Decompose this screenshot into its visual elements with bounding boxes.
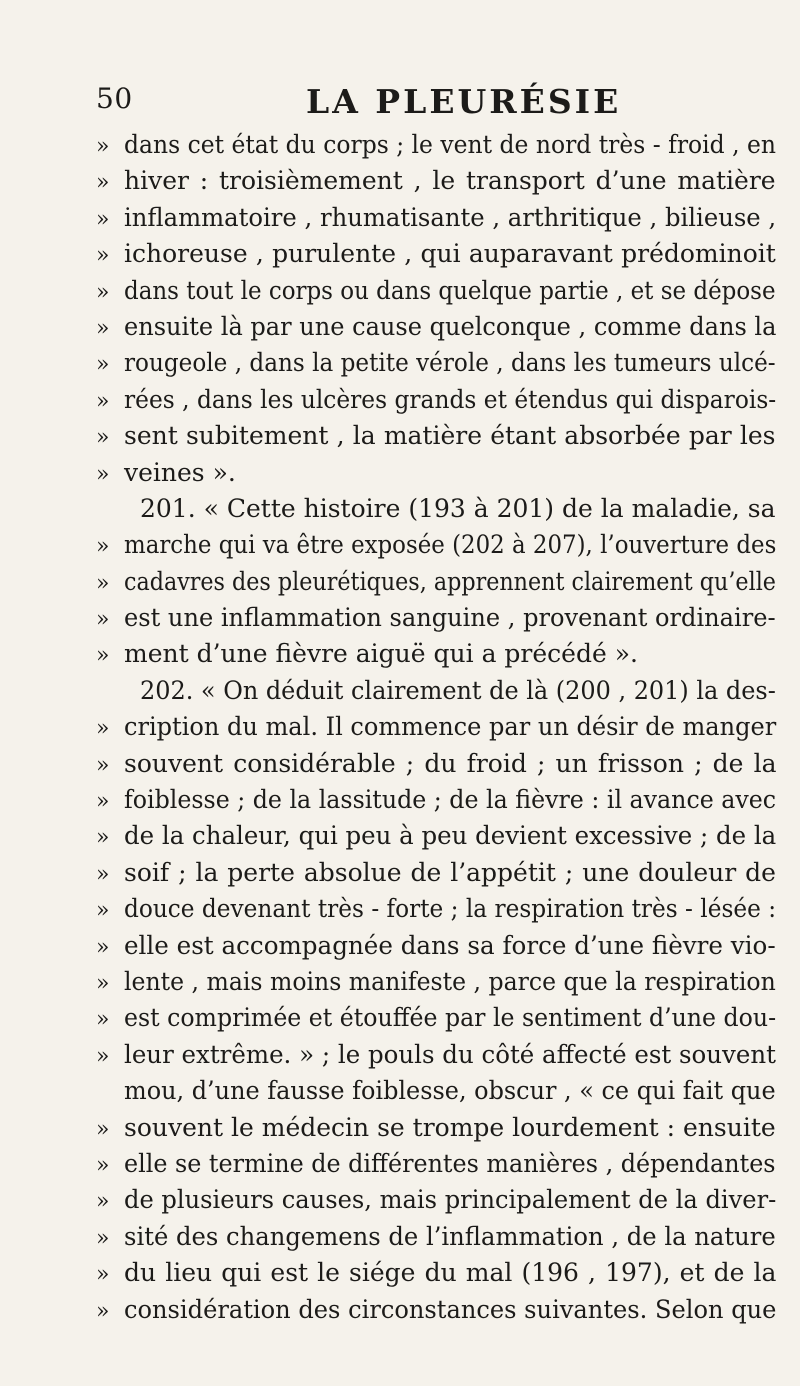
text-line	[96, 818, 776, 854]
line-quote-mark: »	[96, 534, 110, 560]
text-line	[96, 1146, 776, 1182]
text-line	[96, 491, 776, 527]
line-text: leur extrême. » ; le pouls du côté affecté est souvent	[124, 1039, 776, 1069]
line-text: 201. « Cette histoire (193 à 201) de la maladie, sa	[140, 493, 776, 523]
line-text: inflammatoire , rhumatisante , arthritique , bilieuse ,	[124, 202, 777, 232]
page-number: 50	[96, 82, 133, 115]
line-text: est comprimée et étouffée par le sentiment d’une dou-	[124, 1003, 777, 1033]
text-line	[96, 673, 776, 709]
text-line	[96, 1292, 776, 1328]
running-title: LA PLEURÉSIE	[306, 82, 622, 121]
line-quote-mark: »	[96, 789, 110, 815]
line-quote-mark: »	[96, 825, 110, 851]
line-quote-mark: »	[96, 1152, 110, 1178]
text-line	[96, 1255, 776, 1291]
line-text: ensuite là par une cause quelconque , comme dans la	[124, 311, 777, 341]
line-quote-mark: »	[96, 1043, 110, 1069]
text-line	[96, 964, 776, 1000]
text-line	[96, 527, 776, 563]
line-quote-mark: »	[96, 206, 110, 232]
line-quote-mark: »	[96, 570, 110, 596]
text-line	[96, 382, 776, 418]
line-quote-mark: »	[96, 315, 110, 341]
line-text: veines ».	[124, 457, 236, 487]
page-header	[96, 82, 776, 122]
line-quote-mark: »	[96, 752, 110, 778]
text-line	[96, 1073, 776, 1109]
line-text: foiblesse ; de la lassitude ; de la fièvre : il avance avec	[124, 785, 777, 815]
line-text: ment d’une fièvre aiguë qui a précédé ».	[124, 639, 638, 669]
text-line	[96, 855, 776, 891]
line-text: souvent le médecin se trompe lourdement : ensuite	[124, 1112, 776, 1142]
line-text: douce devenant très - forte ; la respiration très - lésée :	[124, 894, 777, 924]
text-line	[96, 636, 776, 672]
line-quote-mark: »	[96, 425, 110, 451]
text-line	[96, 891, 776, 927]
line-quote-mark: »	[96, 1007, 110, 1033]
text-line	[96, 564, 776, 600]
line-quote-mark: »	[96, 934, 110, 960]
line-text: soif ; la perte absolue de l’appétit ; une douleur de	[124, 857, 776, 887]
text-line	[96, 746, 776, 782]
text-line	[96, 1219, 776, 1255]
line-quote-mark: »	[96, 279, 110, 305]
line-quote-mark: »	[96, 643, 110, 669]
line-text: elle est accompagnée dans sa force d’une fièvre vio-	[124, 930, 776, 960]
line-quote-mark: »	[96, 1116, 110, 1142]
line-quote-mark: »	[96, 1225, 110, 1251]
line-quote-mark: »	[96, 970, 110, 996]
line-text: de la chaleur, qui peu à peu devient excessive ; de la	[124, 821, 777, 851]
line-quote-mark: »	[96, 898, 110, 924]
line-quote-mark: »	[96, 1262, 110, 1288]
text-line	[96, 709, 776, 745]
text-line	[96, 200, 776, 236]
line-text: dans tout le corps ou dans quelque partie , et se dépose	[124, 275, 776, 305]
line-quote-mark: »	[96, 243, 110, 269]
text-line	[96, 345, 776, 381]
line-text: sent subitement , la matière étant absorbée par les	[124, 421, 776, 451]
line-text: souvent considérable ; du froid ; un frisson ; de la	[124, 748, 777, 778]
line-quote-mark: »	[96, 170, 110, 196]
text-line	[96, 1037, 776, 1073]
line-text: cadavres des pleurétiques, apprennent clairement qu’elle	[124, 566, 776, 596]
line-text: rougeole , dans la petite vérole , dans les tumeurs ulcé-	[124, 348, 776, 378]
text-line	[96, 455, 776, 491]
body-text	[96, 127, 776, 1328]
line-text: 202. « On déduit clairement de là (200 , 201) la des-	[140, 675, 776, 705]
text-line	[96, 928, 776, 964]
text-line	[96, 236, 776, 272]
line-quote-mark: »	[96, 134, 110, 159]
line-text: ichoreuse , purulente , qui auparavant prédominoit	[124, 239, 776, 269]
line-text: de plusieurs causes, mais principalement de la diver-	[124, 1185, 777, 1215]
text-line	[96, 1182, 776, 1218]
line-quote-mark: »	[96, 716, 110, 742]
line-quote-mark: »	[96, 1298, 110, 1324]
text-line	[96, 273, 776, 309]
line-text: sité des changemens de l’inflammation , de la nature	[124, 1221, 776, 1251]
line-text: hiver : troisièmement , le transport d’une matière	[124, 166, 776, 196]
text-line	[96, 1110, 776, 1146]
line-text: rées , dans les ulcères grands et étendus qui disparois-	[124, 384, 777, 414]
line-text: du lieu qui est le siége du mal (196 , 197), et de la	[124, 1258, 777, 1288]
line-text: dans cet état du corps ; le vent de nord très - froid , en	[124, 130, 777, 159]
line-quote-mark: »	[96, 861, 110, 887]
text-line	[96, 163, 776, 199]
text-line	[96, 127, 776, 163]
line-quote-mark: »	[96, 607, 110, 633]
line-text: considération des circonstances suivantes. Selon que	[124, 1294, 777, 1324]
line-text: marche qui va être exposée (202 à 207), l’ouverture des	[124, 530, 777, 560]
line-quote-mark: »	[96, 388, 110, 414]
line-quote-mark: »	[96, 352, 110, 378]
text-line	[96, 782, 776, 818]
text-line	[96, 600, 776, 636]
line-quote-mark: »	[96, 461, 110, 487]
text-line	[96, 418, 776, 454]
text-line	[96, 309, 776, 345]
line-text: elle se termine de différentes manières , dépendantes	[124, 1148, 776, 1178]
line-text: est une inflammation sanguine , provenant ordinaire-	[124, 603, 776, 633]
line-quote-mark: »	[96, 1189, 110, 1215]
line-text: mou, d’une fausse foiblesse, obscur , « ce qui fait que	[124, 1076, 776, 1106]
text-line	[96, 1000, 776, 1036]
line-text: cription du mal. Il commence par un désir de manger	[124, 712, 777, 742]
line-text: lente , mais moins manifeste , parce que la respiration	[124, 966, 776, 996]
